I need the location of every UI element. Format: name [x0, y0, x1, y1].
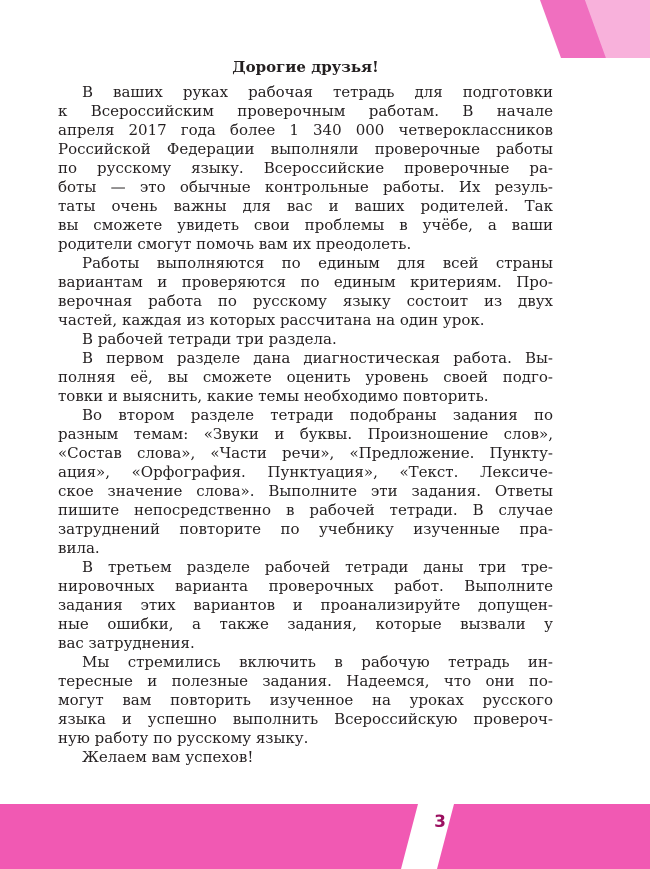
text-line: затруднений повторите по учебнику изученные пра- [58, 520, 553, 538]
text-line: могут вам повторить изученное на уроках русского [58, 691, 553, 709]
text-line: ные ошибки, а также задания, которые вызвали у [58, 615, 553, 633]
paragraph [58, 558, 553, 653]
text-line: вас затруднения. [58, 634, 195, 652]
top-corner-decoration [0, 0, 650, 60]
text-line: таты очень важны для вас и ваших родителей. Так [58, 197, 553, 215]
text-line: В ваших руках рабочая тетрадь для подготовки [82, 83, 553, 101]
text-line: ское значение слова». Выполните эти задания. Ответы [58, 482, 553, 500]
footer-band [0, 804, 650, 869]
footer-pink-fill [0, 804, 650, 869]
text-line: разным темам: «Звуки и буквы. Произношение слов», [58, 425, 553, 443]
paragraph [58, 748, 553, 767]
paragraph [58, 83, 553, 254]
paragraph [58, 653, 553, 748]
text-line: ация», «Орфография. Пунктуация», «Текст. Лексиче- [58, 463, 553, 481]
text-line: боты — это обычные контрольные работы. Их резуль- [58, 178, 553, 196]
paragraph [58, 330, 553, 349]
text-line: полняя её, вы сможете оценить уровень своей подго- [58, 368, 553, 386]
page-number: 3 [434, 812, 446, 832]
text-line: пишите непосредственно в рабочей тетради. В случае [58, 501, 553, 519]
text-line: Работы выполняются по единым для всей страны [82, 254, 553, 272]
text-line: товки и выяснить, какие темы необходимо повторить. [58, 387, 489, 405]
text-line: родители смогут помочь вам их преодолеть. [58, 235, 412, 253]
text-line: Во втором разделе тетради подобраны задания по [82, 406, 553, 424]
text-line: по русскому языку. Всероссийские проверочные ра- [58, 159, 553, 177]
text-line: Желаем вам успехов! [82, 748, 254, 766]
text-line: задания этих вариантов и проанализируйте допущен- [58, 596, 553, 614]
text-line: вариантам и проверяются по единым критериям. Про- [58, 273, 553, 291]
text-line: В рабочей тетради три раздела. [82, 330, 337, 348]
text-line: верочная работа по русскому языку состоит из двух [58, 292, 553, 310]
letter-body [58, 83, 553, 767]
page-title: Дорогие друзья! [232, 58, 379, 76]
text-line: языка и успешно выполнить Всероссийскую провероч- [58, 710, 553, 728]
text-line: нировочных варианта проверочных работ. Выполните [58, 577, 553, 595]
text-line: к Всероссийским проверочным работам. В начале [58, 102, 553, 120]
text-line: вила. [58, 539, 100, 557]
paragraph [58, 406, 553, 558]
text-line: В первом разделе дана диагностическая работа. Вы- [82, 349, 553, 367]
text-line: вы сможете увидеть свои проблемы в учёбе, а ваши [58, 216, 553, 234]
text-line: Мы стремились включить в рабочую тетрадь ин- [82, 653, 553, 671]
text-line: Российской Федерации выполняли проверочные работы [58, 140, 553, 158]
text-line: «Состав слова», «Части речи», «Предложение. Пункту- [58, 444, 553, 462]
text-line: тересные и полезные задания. Надеемся, что они по- [58, 672, 553, 690]
text-line: частей, каждая из которых рассчитана на один урок. [58, 311, 485, 329]
text-line: ную работу по русскому языку. [58, 729, 309, 747]
text-line: апреля 2017 года более 1 340 000 четвероклассников [58, 121, 553, 139]
paragraph [58, 254, 553, 330]
text-line: В третьем разделе рабочей тетради даны три тре- [82, 558, 553, 576]
paragraph [58, 349, 553, 406]
